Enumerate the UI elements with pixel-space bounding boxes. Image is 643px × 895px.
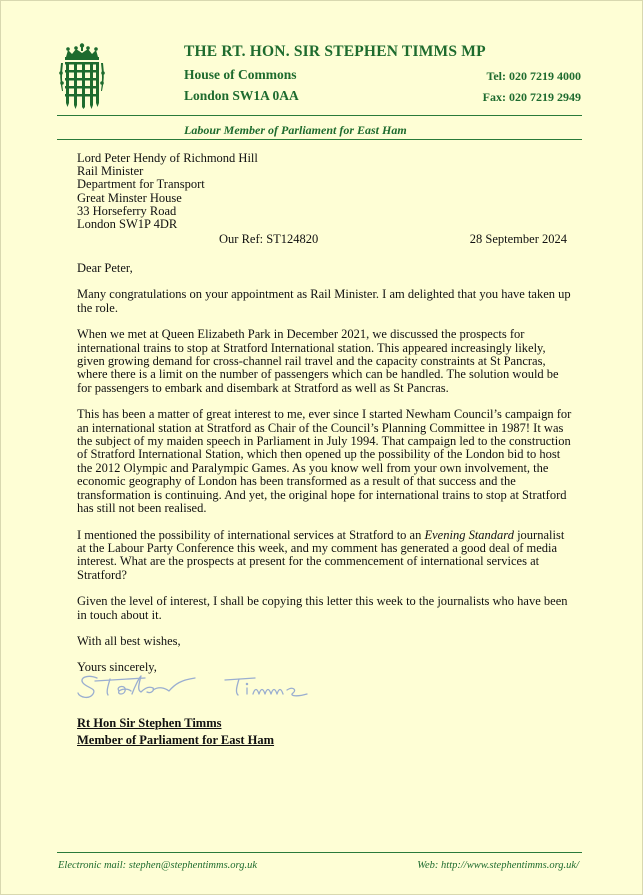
salutation: Dear Peter, [77,261,133,275]
recipient-line: Rail Minister [77,164,144,179]
recipient-line: Great Minster House [77,190,182,205]
recipient-address [77,152,258,231]
newspaper-title: Evening Standard [424,527,514,542]
valediction: Yours sincerely, [77,660,157,675]
paragraph-text: journalist at the Labour Party Conference this week, and my comment has generated a good deal of media interest. What are the prospects at present for the commencement of international services at Stratford? [77,527,565,582]
address-line-house: House of Commons [184,67,297,82]
paragraph [77,529,572,583]
handwritten-signature [75,664,325,704]
recipient-line: 33 Horseferry Road [77,203,177,218]
fax-number: Fax: 020 7219 2949 [482,90,581,104]
party-line: Labour Member of Parliament for East Ham [184,123,407,137]
recipient-line: Lord Peter Hendy of Richmond Hill [77,151,258,165]
letter-date: 28 September 2024 [469,232,567,246]
recipient-line: Department for Transport [77,177,205,192]
paragraph: Many congratulations on your appointment as Rail Minister. I am delighted that you have taken up the role. [77,287,571,315]
footer-website: Web: http://www.stephentimms.org.uk/ [417,860,579,871]
recipient-line: London SW1P 4DR [77,217,178,232]
footer-email: Electronic mail: stephen@stephentimms.org.uk [58,860,258,871]
closing: With all best wishes, [77,633,181,648]
signer-title: Member of Parliament for East Ham [77,732,275,747]
paragraph: Given the level of interest, I shall be copying this letter this week to the journalists who have been in touch about it. [77,594,568,622]
header-divider [57,115,582,116]
signer-block [77,715,274,748]
paragraph: When we met at Queen Elizabeth Park in December 2021, we discussed the prospects for international trains to stop at Stratford International station. This appeared increasingly likely, given growing demand for cross-channel rail travel and the capacity constraints at St Pancras, where there is a limit on the number of passengers which can be handled. The solution would be for passengers to embark and disembark at Stratford as well as St Pancras. [77,327,559,395]
portcullis-icon [57,43,107,109]
paragraph: This has been a matter of great interest to me, ever since I started Newham Council’s campaign for an international station at Stratford as Chair of the Council’s Planning Committee in 1987! It was the subject of my maiden speech in Parliament in July 1994. That campaign led to the construction of Stratford International Station, which then opened up the possibility of the London bid to host the 2012 Olympic and Paralympic Games. As you know well from your own involvement, the economic geography of London has been transformed as a result of that success and the transformation is continuing. And yet, the original hope for international trains to stop at Stratford has still not been realised. [77,407,572,516]
signer-name: Rt Hon Sir Stephen Timms [77,716,222,730]
letter-body [77,262,572,688]
paragraph-text: I mentioned the possibility of international services at Stratford to an [77,527,425,542]
address-line-postcode: London SW1A 0AA [184,88,299,103]
telephone-number: Tel: 020 7219 4000 [486,69,581,83]
header-divider-lower [57,139,582,140]
mp-name-heading: THE RT. HON. SIR STEPHEN TIMMS MP [184,43,486,60]
footer-divider [57,852,582,853]
our-reference: Our Ref: ST124820 [219,232,319,246]
